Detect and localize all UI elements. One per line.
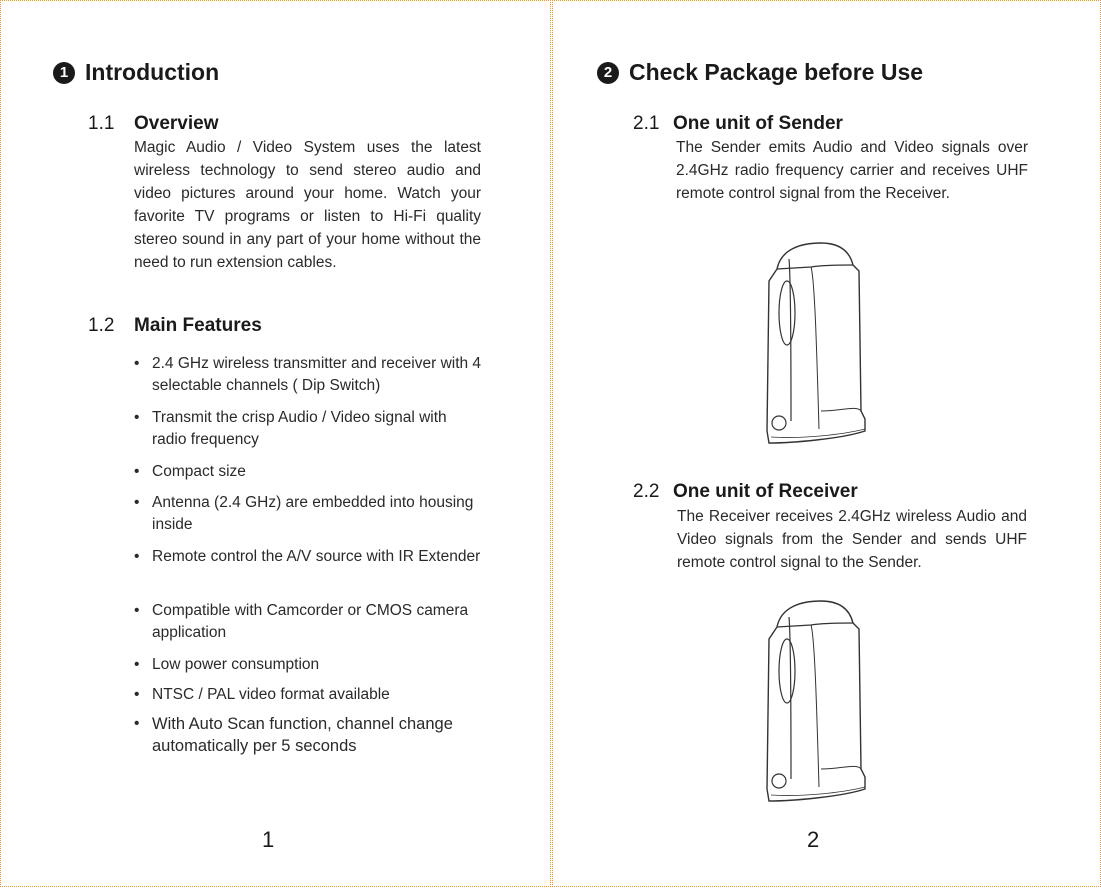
section-title: Introduction — [85, 59, 220, 85]
subsection-title: Overview — [134, 113, 219, 134]
section-heading-introduction — [53, 59, 219, 86]
subsection-heading-overview — [88, 113, 219, 135]
section-title: Check Package before Use — [629, 59, 924, 85]
feature-text: Compatible with Camcorder or CMOS camera application — [152, 602, 469, 641]
list-item: • Compact size — [134, 461, 534, 483]
subsection-number: 2.1 — [633, 113, 660, 134]
subsection-heading-main-features — [88, 315, 262, 337]
page-left — [0, 0, 551, 887]
list-item: • Antenna (2.4 GHz) are embedded into housing inside — [134, 492, 534, 536]
feature-text: Remote control the A/V source with IR Extender — [152, 548, 481, 565]
feature-text: NTSC / PAL video format available — [152, 686, 390, 703]
section-number-badge: 1 — [53, 62, 75, 84]
list-item: • 2.4 GHz wireless transmitter and receiver with 4 selectable channels ( Dip Switch) — [134, 353, 534, 397]
subsection-number: 1.1 — [88, 113, 115, 134]
sender-paragraph: The Sender emits Audio and Video signals over 2.4GHz radio frequency carrier and receives UHF remote control signal from the Receiver. — [676, 139, 1028, 202]
list-item: • NTSC / PAL video format available — [134, 684, 534, 706]
subsection-heading-receiver — [633, 481, 858, 503]
receiver-device-illustration — [761, 599, 881, 804]
overview-paragraph: Magic Audio / Video System uses the latest wireless technology to send stereo audio and video pictures around your home. Watch your favorite TV programs or listen to Hi-Fi quality stereo sound in any part of your home without the need to run extension cables. — [134, 139, 481, 271]
list-item: • Compatible with Camcorder or CMOS camera application — [134, 600, 534, 644]
subsection-title: One unit of Receiver — [673, 481, 858, 502]
subsection-number: 2.2 — [633, 481, 660, 502]
feature-text: Low power consumption — [152, 656, 320, 673]
sender-device-illustration — [761, 241, 881, 446]
subsection-title: One unit of Sender — [673, 113, 843, 134]
feature-text: Antenna (2.4 GHz) are embedded into housing inside — [152, 494, 474, 533]
page-number: 1 — [262, 827, 275, 852]
list-item: • Transmit the crisp Audio / Video signal with radio frequency — [134, 407, 534, 451]
subsection-number: 1.2 — [88, 315, 115, 336]
list-item: • With Auto Scan function, channel change automatically per 5 seconds — [134, 713, 534, 757]
feature-text: Compact size — [152, 463, 246, 480]
page-number: 2 — [807, 827, 820, 852]
section-number-badge: 2 — [597, 62, 619, 84]
feature-text: Transmit the crisp Audio / Video signal with radio frequency — [152, 409, 447, 448]
list-item: • Remote control the A/V source with IR Extender — [134, 546, 534, 568]
subsection-heading-sender — [633, 113, 843, 135]
receiver-paragraph: The Receiver receives 2.4GHz wireless Audio and Video signals from the Sender and sends UHF remote control signal to the Sender. — [677, 508, 1027, 571]
subsection-title: Main Features — [134, 315, 262, 336]
feature-text: 2.4 GHz wireless transmitter and receiver with 4 selectable channels ( Dip Switch) — [152, 355, 482, 394]
page-right — [552, 0, 1101, 887]
list-item: • Low power consumption — [134, 654, 534, 676]
feature-text: With Auto Scan function, channel change automatically per 5 seconds — [152, 715, 453, 755]
section-heading-check-package — [597, 59, 923, 86]
